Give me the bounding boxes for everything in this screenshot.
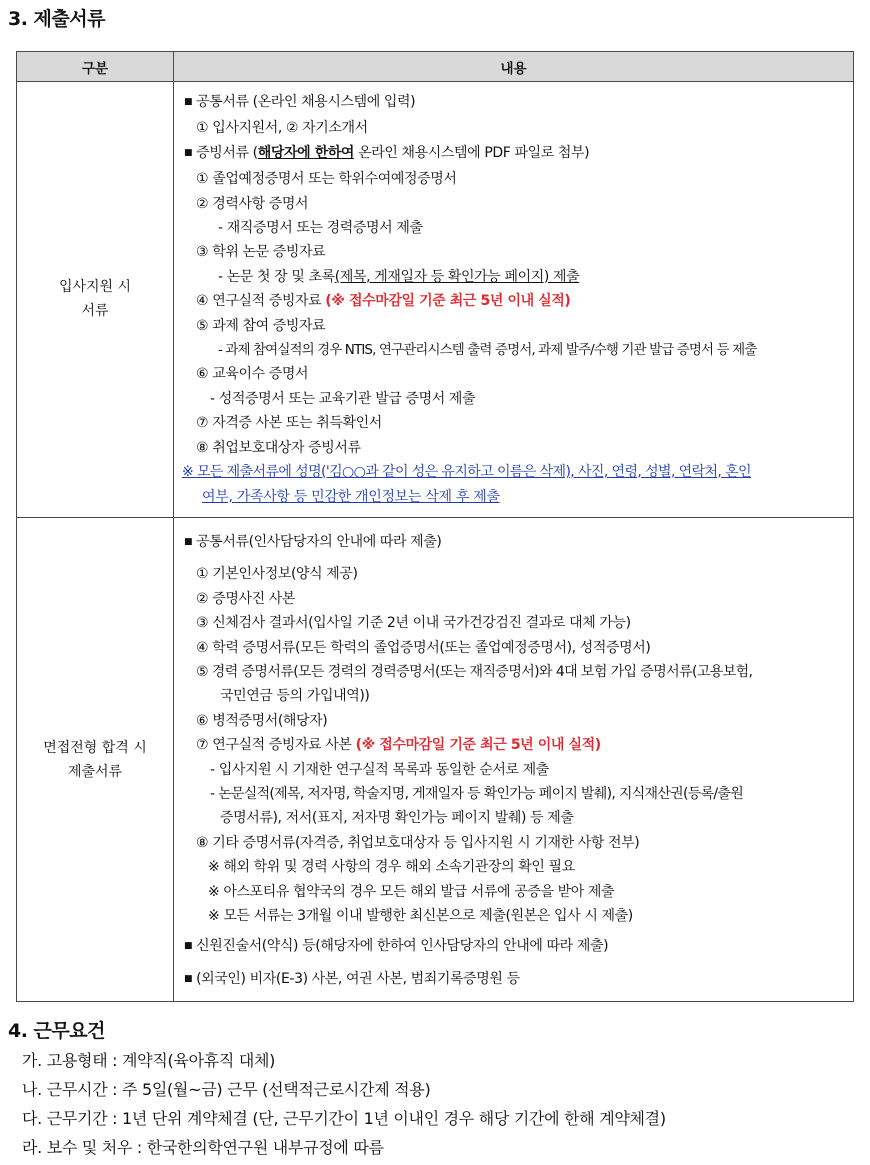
content-interview [174, 517, 854, 1001]
square-bullet-icon: ■ [184, 973, 193, 984]
list-subitem: - 논문실적(제목, 저자명, 학술지명, 게재일자 등 확인가능 페이지 발췌), 지식재산권(등록/출원 [210, 785, 744, 802]
note-line: ※ 모든 서류는 3개월 이내 발행한 최신본으로 제출(원본은 입사 시 제출) [208, 908, 633, 924]
list-item: ⑧ 기타 증명서류(자격증, 취업보호대상자 등 입사지원 시 기재한 사항 전부) [196, 834, 640, 851]
square-bullet-icon: ■ [184, 147, 193, 158]
category-interview [17, 517, 174, 1001]
list-item: ② 경력사항 증명서 [196, 195, 309, 212]
list-subitem: - 재직증명서 또는 경력증명서 제출 [218, 220, 423, 237]
section4-title: 4. 근무요건 [8, 1020, 105, 1042]
list-item-continued: 국민연금 등의 가입내역)) [220, 688, 370, 705]
table-header-row [17, 52, 854, 82]
square-bullet-icon: ■ [184, 941, 193, 952]
work-condition-item: 나. 근무시간 : 주 5일(월~금) 근무 (선택적근로시간제 적용) [22, 1080, 431, 1099]
emphasis-text: 해당자에 한하여 [257, 144, 355, 161]
work-condition-item: 다. 근무기간 : 1년 단위 계약체결 (단, 근무기간이 1년 이내인 경우 해당 기간에 한해 계약체결) [22, 1109, 666, 1128]
note-line: ※ 아스포티유 협약국의 경우 모든 해외 발급 서류에 공증을 받아 제출 [208, 883, 615, 900]
header-category: 구분 [17, 52, 174, 82]
category-line: 입사지원 시 [58, 279, 132, 296]
section3-title: 3. 제출서류 [8, 8, 105, 30]
list-item: ① 입사지원서, ② 자기소개서 [196, 120, 368, 137]
list-item: ⑥ 병적증명서(해당자) [196, 712, 328, 729]
list-item: ⑦ 연구실적 증빙자료 사본 (※ 접수마감일 기준 최근 5년 이내 실적) [196, 737, 601, 754]
work-condition-item: 라. 보수 및 처우 : 한국한의학연구원 내부규정에 따름 [22, 1138, 384, 1157]
list-item: ⑥ 교육이수 증명서 [196, 366, 309, 383]
list-item: ④ 학력 증명서류(모든 학력의 졸업증명서(또는 졸업예정증명서), 성적증명서) [196, 639, 651, 656]
extra-docs-item: ■ (외국인) 비자(E-3) 사본, 여권 사본, 범죄기록증명원 등 [184, 970, 520, 987]
note-line: ※ 해외 학위 및 경력 사항의 경우 해외 소속기관장의 확인 필요 [208, 859, 575, 876]
common-docs-heading: ■ 공통서류 (온라인 채용시스템에 입력) [184, 94, 416, 110]
table-row-interview [17, 517, 854, 1001]
common-docs-heading: ■ 공통서류(인사담당자의 안내에 따라 제출) [184, 533, 442, 550]
note-line: 여부, 가족사항 등 민감한 개인정보는 삭제 후 제출 [202, 488, 500, 505]
list-subitem-continued: 증명서류), 저서(표지, 저자명 확인가능 페이지 발췌) 등 제출 [220, 810, 574, 827]
red-notice: (※ 접수마감일 기준 최근 5년 이내 실적) [355, 737, 601, 754]
category-line: 제출서류 [67, 763, 123, 780]
extra-docs-item: ■ 신원진술서(약식) 등(해당자에 한하여 인사담당자의 안내에 따라 제출) [184, 938, 609, 955]
list-item: ④ 연구실적 증빙자료 (※ 접수마감일 기준 최근 5년 이내 실적) [196, 293, 571, 310]
list-subitem: - 입사지원 시 기재한 연구실적 목록과 동일한 순서로 제출 [210, 761, 549, 778]
square-bullet-icon: ■ [184, 97, 193, 107]
list-item: ① 졸업예정증명서 또는 학위수여예정증명서 [196, 171, 457, 188]
red-notice: (※ 접수마감일 기준 최근 5년 이내 실적) [325, 293, 571, 310]
category-line: 면접전형 합격 시 [43, 739, 147, 756]
square-bullet-icon: ■ [184, 536, 193, 547]
note-line: ※ 모든 제출서류에 성명('김○○과 같이 성은 유지하고 이름은 삭제), 사진, 연령, 성별, 연락처, 혼인 [182, 464, 751, 481]
proof-docs-heading: ■ 증빙서류 (해당자에 한하여 온라인 채용시스템에 PDF 파일로 첨부) [184, 144, 590, 161]
underlined-text: (제목, 게재일자 등 확인가능 페이지) 제출 [334, 268, 580, 285]
list-item: ⑤ 과제 참여 증빙자료 [196, 317, 326, 334]
list-item: ③ 신체검사 결과서(입사일 기준 2년 이내 국가건강검진 결과로 대체 가능) [196, 615, 631, 632]
table-row-application [17, 82, 854, 518]
list-item: ⑧ 취업보호대상자 증빙서류 [196, 439, 361, 456]
list-item: ③ 학위 논문 증빙자료 [196, 244, 326, 261]
list-subitem: - 성적증명서 또는 교육기관 발급 증명서 제출 [210, 390, 476, 407]
list-item: ⑦ 자격증 사본 또는 취득확인서 [196, 415, 382, 432]
list-item: ① 기본인사정보(양식 제공) [196, 566, 358, 583]
list-item: ⑤ 경력 증명서류(모든 경력의 경력증명서(또는 재직증명서)와 4대 보험 가입 증명서류(고용보험, [196, 663, 753, 680]
category-line: 서류 [81, 303, 109, 320]
work-condition-item: 가. 고용형태 : 계약직(육아휴직 대체) [22, 1051, 276, 1070]
privacy-note [182, 460, 853, 509]
content-application [174, 82, 854, 518]
list-subitem: - 논문 첫 장 및 초록(제목, 게재일자 등 확인가능 페이지) 제출 [218, 268, 580, 285]
documents-table [16, 51, 854, 1002]
list-subitem: - 과제 참여실적의 경우 NTIS, 연구관리시스템 출력 증명서, 과제 발주/수행 기관 발급 증명서 등 제출 [218, 342, 757, 359]
list-item: ② 증명사진 사본 [196, 590, 295, 607]
category-application [17, 82, 174, 518]
header-content: 내용 [174, 52, 854, 82]
